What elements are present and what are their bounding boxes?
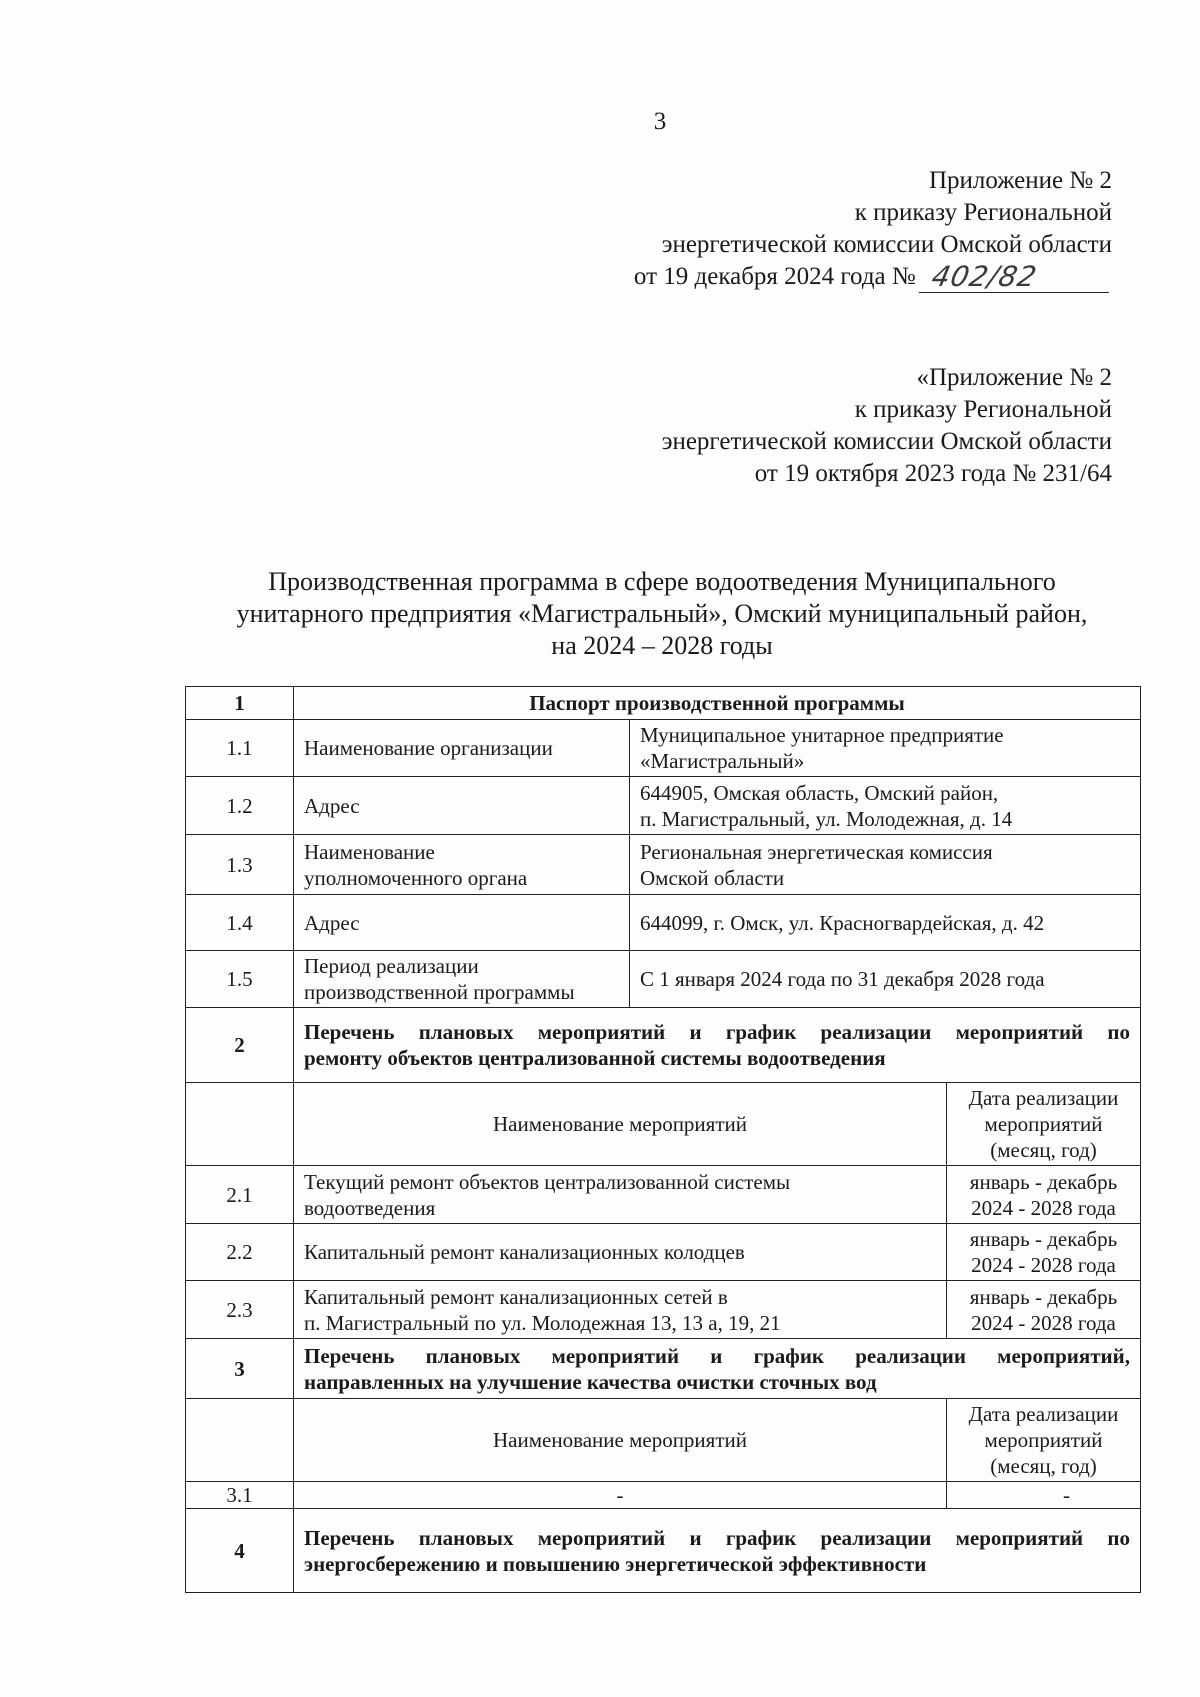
table-row bbox=[186, 777, 1141, 835]
row-value-line: Региональная энергетическая комиссия bbox=[640, 839, 993, 864]
section-header-row bbox=[186, 1509, 1141, 1593]
row-label-line: уполномоченного органа bbox=[304, 865, 528, 890]
row-value-line: Омской области bbox=[640, 865, 785, 890]
table-row bbox=[186, 1166, 1141, 1224]
activity-date bbox=[947, 1166, 1141, 1224]
column-header-date-line: мероприятий bbox=[984, 1112, 1103, 1136]
appendix-header-line: энергетической комиссии Омской области bbox=[661, 428, 1112, 455]
activity-name: Капитальный ремонт канализационных колодцев bbox=[294, 1224, 947, 1281]
section-title-line: Перечень плановых мероприятий и график реализации мероприятий по bbox=[304, 1525, 1130, 1550]
activity-date-line: январь - декабрь bbox=[969, 1227, 1118, 1251]
column-header-date bbox=[947, 1399, 1141, 1482]
section-number: 4 bbox=[186, 1509, 294, 1593]
section-title: Паспорт производственной программы bbox=[294, 687, 1141, 720]
row-label: Адрес bbox=[294, 777, 630, 835]
appendix-header-line: к приказу Региональной bbox=[854, 199, 1112, 226]
activity-date-line: 2024 - 2028 года bbox=[971, 1310, 1116, 1335]
activity-name bbox=[294, 1166, 947, 1224]
activity-date-line: 2024 - 2028 года bbox=[971, 1253, 1116, 1277]
activity-date-line: 2024 - 2028 года bbox=[971, 1195, 1116, 1220]
section-header-row bbox=[186, 687, 1141, 720]
column-header-name: Наименование мероприятий bbox=[294, 1083, 947, 1166]
row-value: 644099, г. Омск, ул. Красногвардейская, д. 42 bbox=[630, 895, 1141, 951]
row-number: 3.1 bbox=[186, 1482, 294, 1509]
row-number: 1.3 bbox=[186, 835, 294, 895]
row-label-line: производственной программы bbox=[304, 980, 575, 1004]
row-value bbox=[630, 777, 1141, 835]
row-label: Адрес bbox=[294, 895, 630, 951]
column-header-row bbox=[186, 1399, 1141, 1482]
activity-name-line: п. Магистральный по ул. Молодежная 13, 13 а, 19, 21 bbox=[304, 1310, 781, 1335]
row-label-line: Период реализации bbox=[304, 954, 479, 978]
table-row bbox=[186, 1281, 1141, 1339]
section-title bbox=[294, 1509, 1141, 1593]
page-number: 3 bbox=[653, 108, 667, 135]
empty-cell bbox=[186, 1399, 294, 1482]
table-row bbox=[186, 895, 1141, 951]
order-date-line bbox=[634, 261, 1112, 293]
activity-date-line: январь - декабрь bbox=[969, 1284, 1118, 1309]
production-program-table bbox=[185, 686, 1141, 1593]
section-title-line: ремонту объектов централизованной системы водоотведения bbox=[304, 1046, 886, 1070]
title-line: унитарного предприятия «Магистральный», Омский муниципальный район, bbox=[236, 599, 1088, 628]
row-value-line: 644905, Омская область, Омский район, bbox=[640, 780, 999, 805]
title-line: Производственная программа в сфере водоотведения Муниципального bbox=[268, 567, 1056, 596]
row-number: 2.3 bbox=[186, 1281, 294, 1339]
row-value: С 1 января 2024 года по 31 декабря 2028 года bbox=[630, 951, 1141, 1008]
row-number: 1.4 bbox=[186, 895, 294, 951]
section-title bbox=[294, 1339, 1141, 1399]
appendix-header-line: «Приложение № 2 bbox=[916, 364, 1112, 391]
handwritten-order-number: 402/82 bbox=[919, 262, 1116, 293]
column-header-date-line: (месяц, год) bbox=[990, 1138, 1097, 1162]
empty-cell bbox=[186, 1083, 294, 1166]
column-header-date-line: (месяц, год) bbox=[990, 1454, 1097, 1478]
section-title-line: Перечень плановых мероприятий и график реализации мероприятий по bbox=[304, 1020, 1130, 1044]
row-label bbox=[294, 951, 630, 1008]
row-number: 2.2 bbox=[186, 1224, 294, 1281]
column-header-date bbox=[947, 1083, 1141, 1166]
activity-name-line: Текущий ремонт объектов централизованной системы bbox=[304, 1169, 791, 1194]
column-header-date-line: Дата реализации bbox=[968, 1402, 1119, 1426]
column-header-date-line: Дата реализации bbox=[968, 1086, 1119, 1110]
row-number: 1.5 bbox=[186, 951, 294, 1008]
document-title bbox=[182, 566, 1142, 662]
appendix-header-line: энергетической комиссии Омской области bbox=[661, 231, 1112, 258]
row-number: 1.2 bbox=[186, 777, 294, 835]
activity-date: - bbox=[947, 1482, 1141, 1509]
appendix-header-line: от 19 октября 2023 года № 231/64 bbox=[754, 460, 1112, 487]
previous-appendix-header bbox=[662, 362, 1112, 490]
section-header-row bbox=[186, 1339, 1141, 1399]
activity-name bbox=[294, 1281, 947, 1339]
section-title bbox=[294, 1008, 1141, 1083]
section-title-line: энергосбережению и повышению энергетической эффективности bbox=[304, 1551, 927, 1576]
appendix-header-line: Приложение № 2 bbox=[928, 167, 1112, 194]
row-label-line: Наименование bbox=[304, 839, 435, 864]
row-value: Муниципальное унитарное предприятие «Магистральный» bbox=[630, 720, 1141, 777]
column-header-row bbox=[186, 1083, 1141, 1166]
row-number: 2.1 bbox=[186, 1166, 294, 1224]
row-label bbox=[294, 835, 630, 895]
section-number: 2 bbox=[186, 1008, 294, 1083]
order-date-text: от 19 декабря 2024 года № bbox=[633, 263, 916, 290]
section-header-row bbox=[186, 1008, 1141, 1083]
column-header-date-line: мероприятий bbox=[984, 1428, 1103, 1452]
section-title-line: направленных на улучшение качества очистки сточных вод bbox=[304, 1369, 877, 1394]
activity-date bbox=[947, 1224, 1141, 1281]
table-row bbox=[186, 1224, 1141, 1281]
activity-date-line: январь - декабрь bbox=[969, 1169, 1118, 1194]
row-number: 1.1 bbox=[186, 720, 294, 777]
title-line: на 2024 – 2028 годы bbox=[551, 631, 773, 660]
section-number: 3 bbox=[186, 1339, 294, 1399]
activity-name: - bbox=[294, 1482, 947, 1509]
row-value-line: п. Магистральный, ул. Молодежная, д. 14 bbox=[640, 806, 1013, 831]
table-row bbox=[186, 1482, 1141, 1509]
row-label: Наименование организации bbox=[294, 720, 630, 777]
activity-date bbox=[947, 1281, 1141, 1339]
table-row bbox=[186, 835, 1141, 895]
appendix-header bbox=[634, 165, 1112, 293]
activity-name-line: Капитальный ремонт канализационных сетей в bbox=[304, 1284, 728, 1309]
section-number: 1 bbox=[186, 687, 294, 720]
table-row bbox=[186, 951, 1141, 1008]
appendix-header-line: к приказу Региональной bbox=[854, 396, 1112, 423]
table-row bbox=[186, 720, 1141, 777]
activity-name-line: водоотведения bbox=[304, 1195, 436, 1220]
section-title-line: Перечень плановых мероприятий и график реализации мероприятий, bbox=[304, 1343, 1130, 1368]
row-value bbox=[630, 835, 1141, 895]
column-header-name: Наименование мероприятий bbox=[294, 1399, 947, 1482]
